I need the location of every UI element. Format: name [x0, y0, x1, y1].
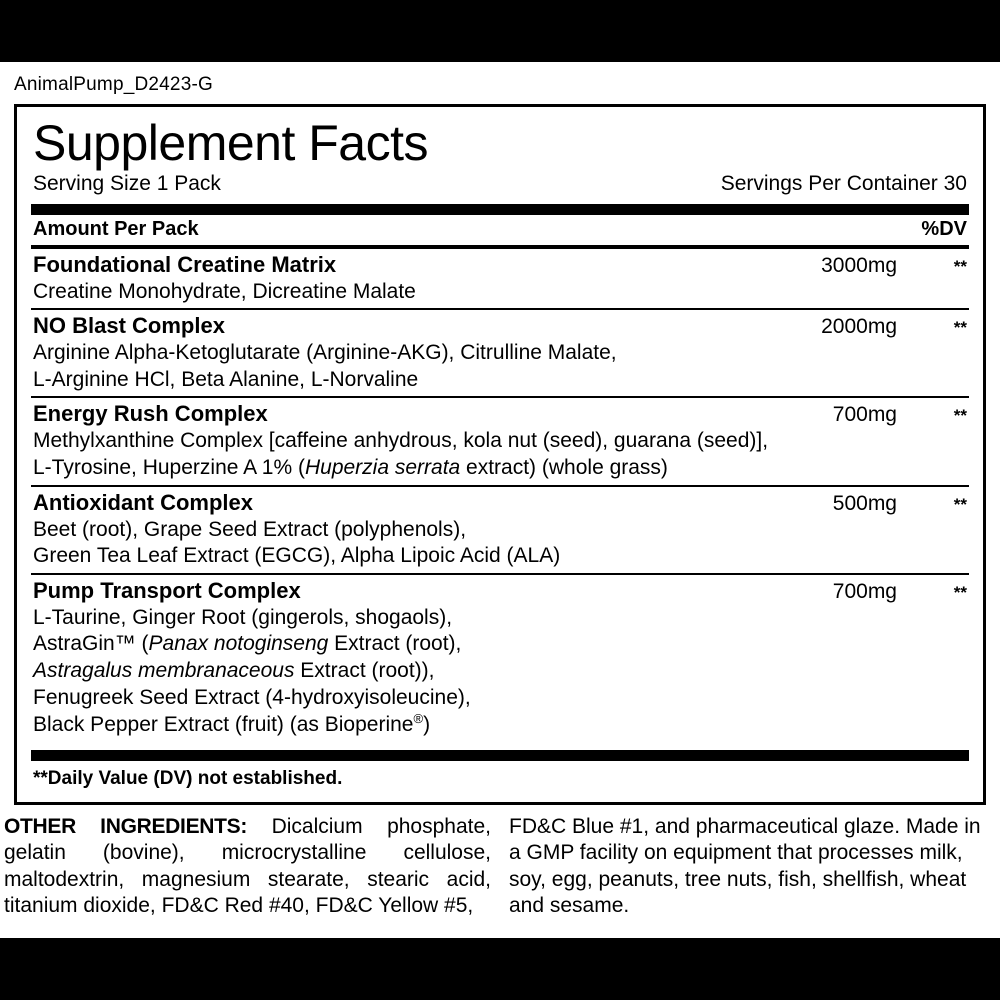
nutrient-group-amount: 3000mg: [821, 253, 897, 277]
nutrient-group-dv: **: [953, 582, 967, 602]
nutrient-group: [31, 398, 969, 484]
serving-info-row: [33, 172, 967, 196]
nutrient-group-amount: 700mg: [832, 403, 897, 427]
nutrient-group-dv: **: [953, 494, 967, 514]
nutrient-group: [31, 575, 969, 742]
nutrient-group-dv: **: [953, 406, 967, 426]
latin-name: Huperzia serrata: [304, 455, 461, 479]
servings-per-container: Servings Per Container 30: [720, 171, 967, 195]
label-sheet: [0, 62, 1000, 938]
nutrient-group-sub-line: AstraGin™ (Panax notoginseng Extract (root),: [33, 632, 462, 656]
registered-mark: ®: [413, 711, 424, 727]
nutrient-group-head: [33, 578, 967, 604]
other-ingredients-text-left: Dicalcium phosphate, gelatin (bovine), microcrystalline cellulose, maltodextrin, magnesium stearate, stearic acid, titanium dioxide, FD&C Red #40, FD&C Yellow #5,: [4, 815, 491, 918]
other-ingredients-col-right: FD&C Blue #1, and pharmaceutical glaze. Made in a GMP facility on equipment that processes milk, soy, egg, peanuts, tree nuts, fish, shellfish, wheat and sesame.: [509, 815, 981, 918]
nutrient-group-sub-line: Fenugreek Seed Extract (4-hydroxyisoleucine),: [33, 685, 471, 709]
nutrient-group-amount: 700mg: [832, 579, 897, 603]
nutrient-group-sub-line: L-Arginine HCl, Beta Alanine, L-Norvaline: [33, 367, 419, 391]
dv-header: %DV: [921, 217, 967, 240]
nutrient-group-sub-line: Creatine Monohydrate, Dicreatine Malate: [33, 279, 416, 303]
nutrient-group-sub-line: Astragalus membranaceous Extract (root)),: [33, 658, 435, 682]
nutrient-group-dv: **: [953, 318, 967, 338]
latin-name: Panax notoginseng: [148, 632, 329, 656]
nutrient-group-head: [33, 313, 967, 339]
supplement-facts-panel: [14, 104, 986, 805]
amount-per-pack-header: Amount Per Pack: [33, 217, 199, 240]
serving-size: Serving Size 1 Pack: [33, 171, 221, 195]
divider-thick-bottom: [31, 750, 969, 761]
divider-thick-top: [31, 204, 969, 215]
page-title: Supplement Facts: [33, 115, 428, 171]
amount-header-row: [31, 215, 969, 245]
nutrient-group: [31, 310, 969, 396]
nutrient-group-name: Antioxidant Complex: [33, 489, 254, 515]
nutrient-group-sub-line: L-Tyrosine, Huperzine A 1% (Huperzia serrata extract) (whole grass): [33, 455, 668, 479]
nutrient-group-sub-line: Beet (root), Grape Seed Extract (polyphenols),: [33, 517, 467, 541]
file-name-label: AnimalPump_D2423-G: [14, 74, 213, 95]
nutrient-group-sub-line: Arginine Alpha-Ketoglutarate (Arginine-AKG), Citrulline Malate,: [33, 341, 617, 365]
nutrient-group-head: [33, 401, 967, 427]
nutrient-group: [31, 249, 969, 309]
nutrient-group: [31, 487, 969, 573]
nutrient-group-amount: 500mg: [832, 491, 897, 515]
nutrient-group-dv: **: [953, 256, 967, 276]
other-ingredients-col-left: [4, 814, 491, 920]
nutrient-group-amount: 2000mg: [821, 315, 897, 339]
nutrient-group-sub-line: Green Tea Leaf Extract (EGCG), Alpha Lipoic Acid (ALA): [33, 544, 561, 568]
nutrient-group-sub-line: L-Taurine, Ginger Root (gingerols, shogaols),: [33, 605, 453, 629]
nutrient-group-name: Energy Rush Complex: [33, 401, 268, 427]
nutrient-group-sub-line: Black Pepper Extract (fruit) (as Bioperine®): [33, 711, 431, 737]
nutrient-group-name: Foundational Creatine Matrix: [33, 251, 337, 277]
latin-name: Astragalus membranaceous: [33, 658, 295, 682]
daily-value-footnote: **Daily Value (DV) not established.: [33, 767, 343, 789]
nutrient-group-head: [33, 252, 967, 278]
nutrient-group-name: NO Blast Complex: [33, 313, 225, 339]
nutrient-group-head: [33, 490, 967, 516]
other-ingredients-label: OTHER INGREDIENTS:: [4, 815, 248, 838]
nutrient-group-sub-line: Methylxanthine Complex [caffeine anhydrous, kola nut (seed), guarana (seed)],: [33, 429, 769, 453]
other-ingredients-section: [4, 814, 996, 920]
nutrient-group-name: Pump Transport Complex: [33, 577, 301, 603]
